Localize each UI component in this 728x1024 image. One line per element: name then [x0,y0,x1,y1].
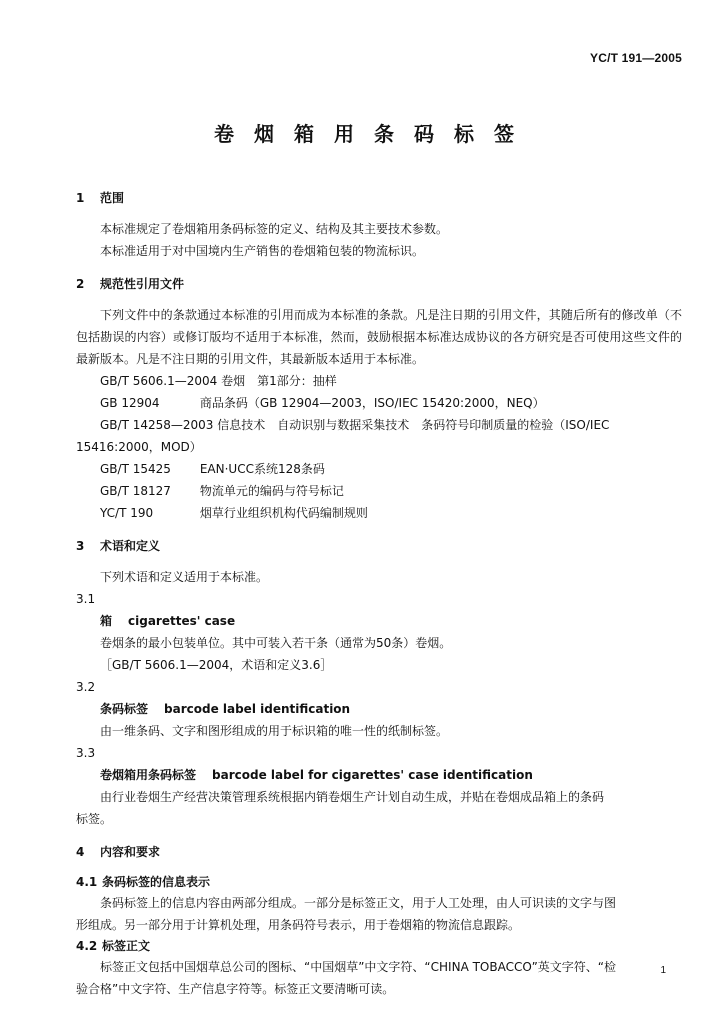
term-chinese: 箱 [100,614,113,628]
document-title: 卷烟箱用条码标签 [214,122,534,146]
term-definition: 由行业卷烟生产经营决策管理系统根据内销卷烟生产计划自动生成，并贴在卷烟成品箱上的条码 [100,790,605,804]
section-title: 规范性引用文件 [100,277,185,291]
term-english: cigarettes' case [128,614,236,628]
reference-title: 烟草行业组织机构代码编制规则 [199,506,368,520]
reference-title: 商品条码（GB 12904—2003，ISO/IEC 15420:2000，NEQ） [199,396,545,410]
term-heading [76,764,682,786]
term-chinese: 卷烟箱用条码标签 [100,768,197,782]
subsection-4-1-heading [76,872,682,892]
term-number: 3.1 [76,592,96,606]
standard-code: YC/T 191—2005 [590,51,682,65]
reference-code: YC/T 190 [100,506,154,520]
reference-title: EAN·UCC系统128条码 [199,462,325,476]
section-4-heading [76,842,682,862]
term-chinese: 条码标签 [100,702,149,716]
reference-code: GB/T 5606.1—2004 [100,374,218,388]
term-definition-continuation: 标签。 [76,812,113,826]
reference-code: GB/T 18127 [100,484,171,498]
reference-item [76,392,682,414]
term-definition: 由一维条码、文字和图形组成的用于标识箱的唯一性的纸制标签。 [100,724,449,738]
section-1-heading [76,188,682,208]
term-heading [76,698,682,720]
section-title: 内容和要求 [100,845,161,859]
term-english: barcode label for cigarettes' case identification [212,768,533,782]
section-3-heading [76,536,682,556]
paragraph: 条码标签上的信息内容由两部分组成。一部分是标签正文，用于人工处理，由人可识读的文字与图 [100,896,617,910]
term-number: 3.2 [76,680,96,694]
paragraph-continuation: 形组成。另一部分用于计算机处理，用条码符号表示，用于卷烟箱的物流信息跟踪。 [76,918,521,932]
reference-item [76,414,682,436]
term-english: barcode label identification [164,702,351,716]
reference-item [76,370,682,392]
paragraph: 下列术语和定义适用于本标准。 [100,570,269,584]
term-definition: 卷烟条的最小包装单位。其中可装入若干条（通常为50条）卷烟。 [100,636,452,650]
subsection-number: 4.1 [76,875,98,889]
reference-code: GB/T 14258—2003 [100,418,214,432]
reference-code: GB/T 15425 [100,462,171,476]
subsection-4-2-heading [76,936,682,956]
reference-continuation: 15416:2000，MOD） [76,440,202,454]
term-source: ［GB/T 5606.1—2004，术语和定义3.6］ [100,658,333,672]
term-heading [76,610,682,632]
page-number: 1 [660,965,666,976]
paragraph-continuation: 验合格”中文字符、生产信息字符等。标签正文要清晰可读。 [76,982,395,996]
section-title: 范围 [100,191,125,205]
subsection-title: 标签正文 [102,939,151,953]
paragraph: 下列文件中的条款通过本标准的引用而成为本标准的条款。凡是注日期的引用文件，其随后所有的修改单（不包括勘误的内容）或修订版均不适用于本标准，然而，鼓励根据本标准达成协议的各方研究是否可使用这些文件的最新版本。凡是不注日期的引用文件，其最新版本适用于本标准。 [76,308,682,366]
section-number: 4 [76,845,85,859]
reference-code: GB 12904 [100,396,160,410]
section-2-heading [76,274,682,294]
reference-item [76,480,682,502]
reference-item [76,458,682,480]
section-number: 3 [76,539,85,553]
reference-item [76,502,682,524]
paragraph: 标签正文包括中国烟草总公司的图标、“中国烟草”中文字符、“CHINA TOBACCO”英文字符、“检 [100,960,617,974]
document-body [76,188,682,1000]
reference-title: 卷烟 第1部分：抽样 [221,374,337,388]
subsection-number: 4.2 [76,939,98,953]
paragraph: 本标准规定了卷烟箱用条码标签的定义、结构及其主要技术参数。 [100,222,449,236]
section-number: 2 [76,277,85,291]
reference-title: 物流单元的编码与符号标记 [199,484,344,498]
reference-title: 信息技术 自动识别与数据采集技术 条码符号印制质量的检验（ISO/IEC [217,418,610,432]
paragraph: 本标准适用于对中国境内生产销售的卷烟箱包装的物流标识。 [100,244,425,258]
section-title: 术语和定义 [100,539,161,553]
subsection-title: 条码标签的信息表示 [102,875,211,889]
section-number: 1 [76,191,85,205]
term-number: 3.3 [76,746,96,760]
